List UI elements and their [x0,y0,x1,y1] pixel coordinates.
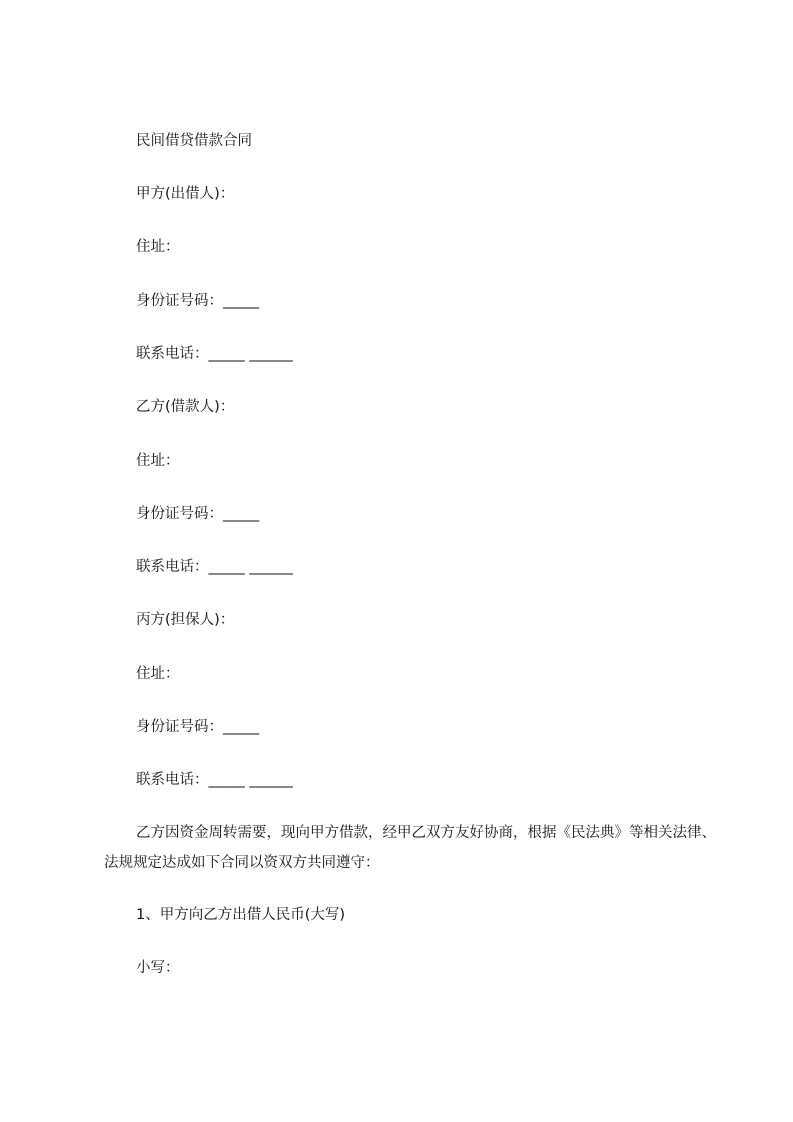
party-b-heading: 乙方(借款人)： [136,399,235,415]
party-c-id-number: 身份证号码：_____ [136,719,260,735]
party-a-id-number: 身份证号码：_____ [136,293,260,309]
document-title: 民间借贷借款合同 [136,133,252,149]
party-c-address: 住址： [136,666,180,682]
party-a-phone: 联系电话：_____ ______ [136,346,293,362]
intro-paragraph: 乙方因资金周转需要，现向甲方借款，经甲乙双方友好协商，根据《民法典》等相关法律、法规规定达成如下合同以资双方共同遵守： [104,825,716,871]
party-b-address: 住址： [136,453,180,469]
party-a-address: 住址： [136,239,180,255]
small-write-label: 小写： [136,960,180,976]
party-b-id-number: 身份证号码：_____ [136,506,260,522]
party-a-heading: 甲方(出借人)： [136,186,235,202]
party-c-phone: 联系电话：_____ ______ [136,772,293,788]
party-c-heading: 丙方(担保人)： [136,612,235,628]
clause-1: 1、甲方向乙方出借人民币(大写) [136,907,346,923]
party-b-phone: 联系电话：_____ ______ [136,559,293,575]
